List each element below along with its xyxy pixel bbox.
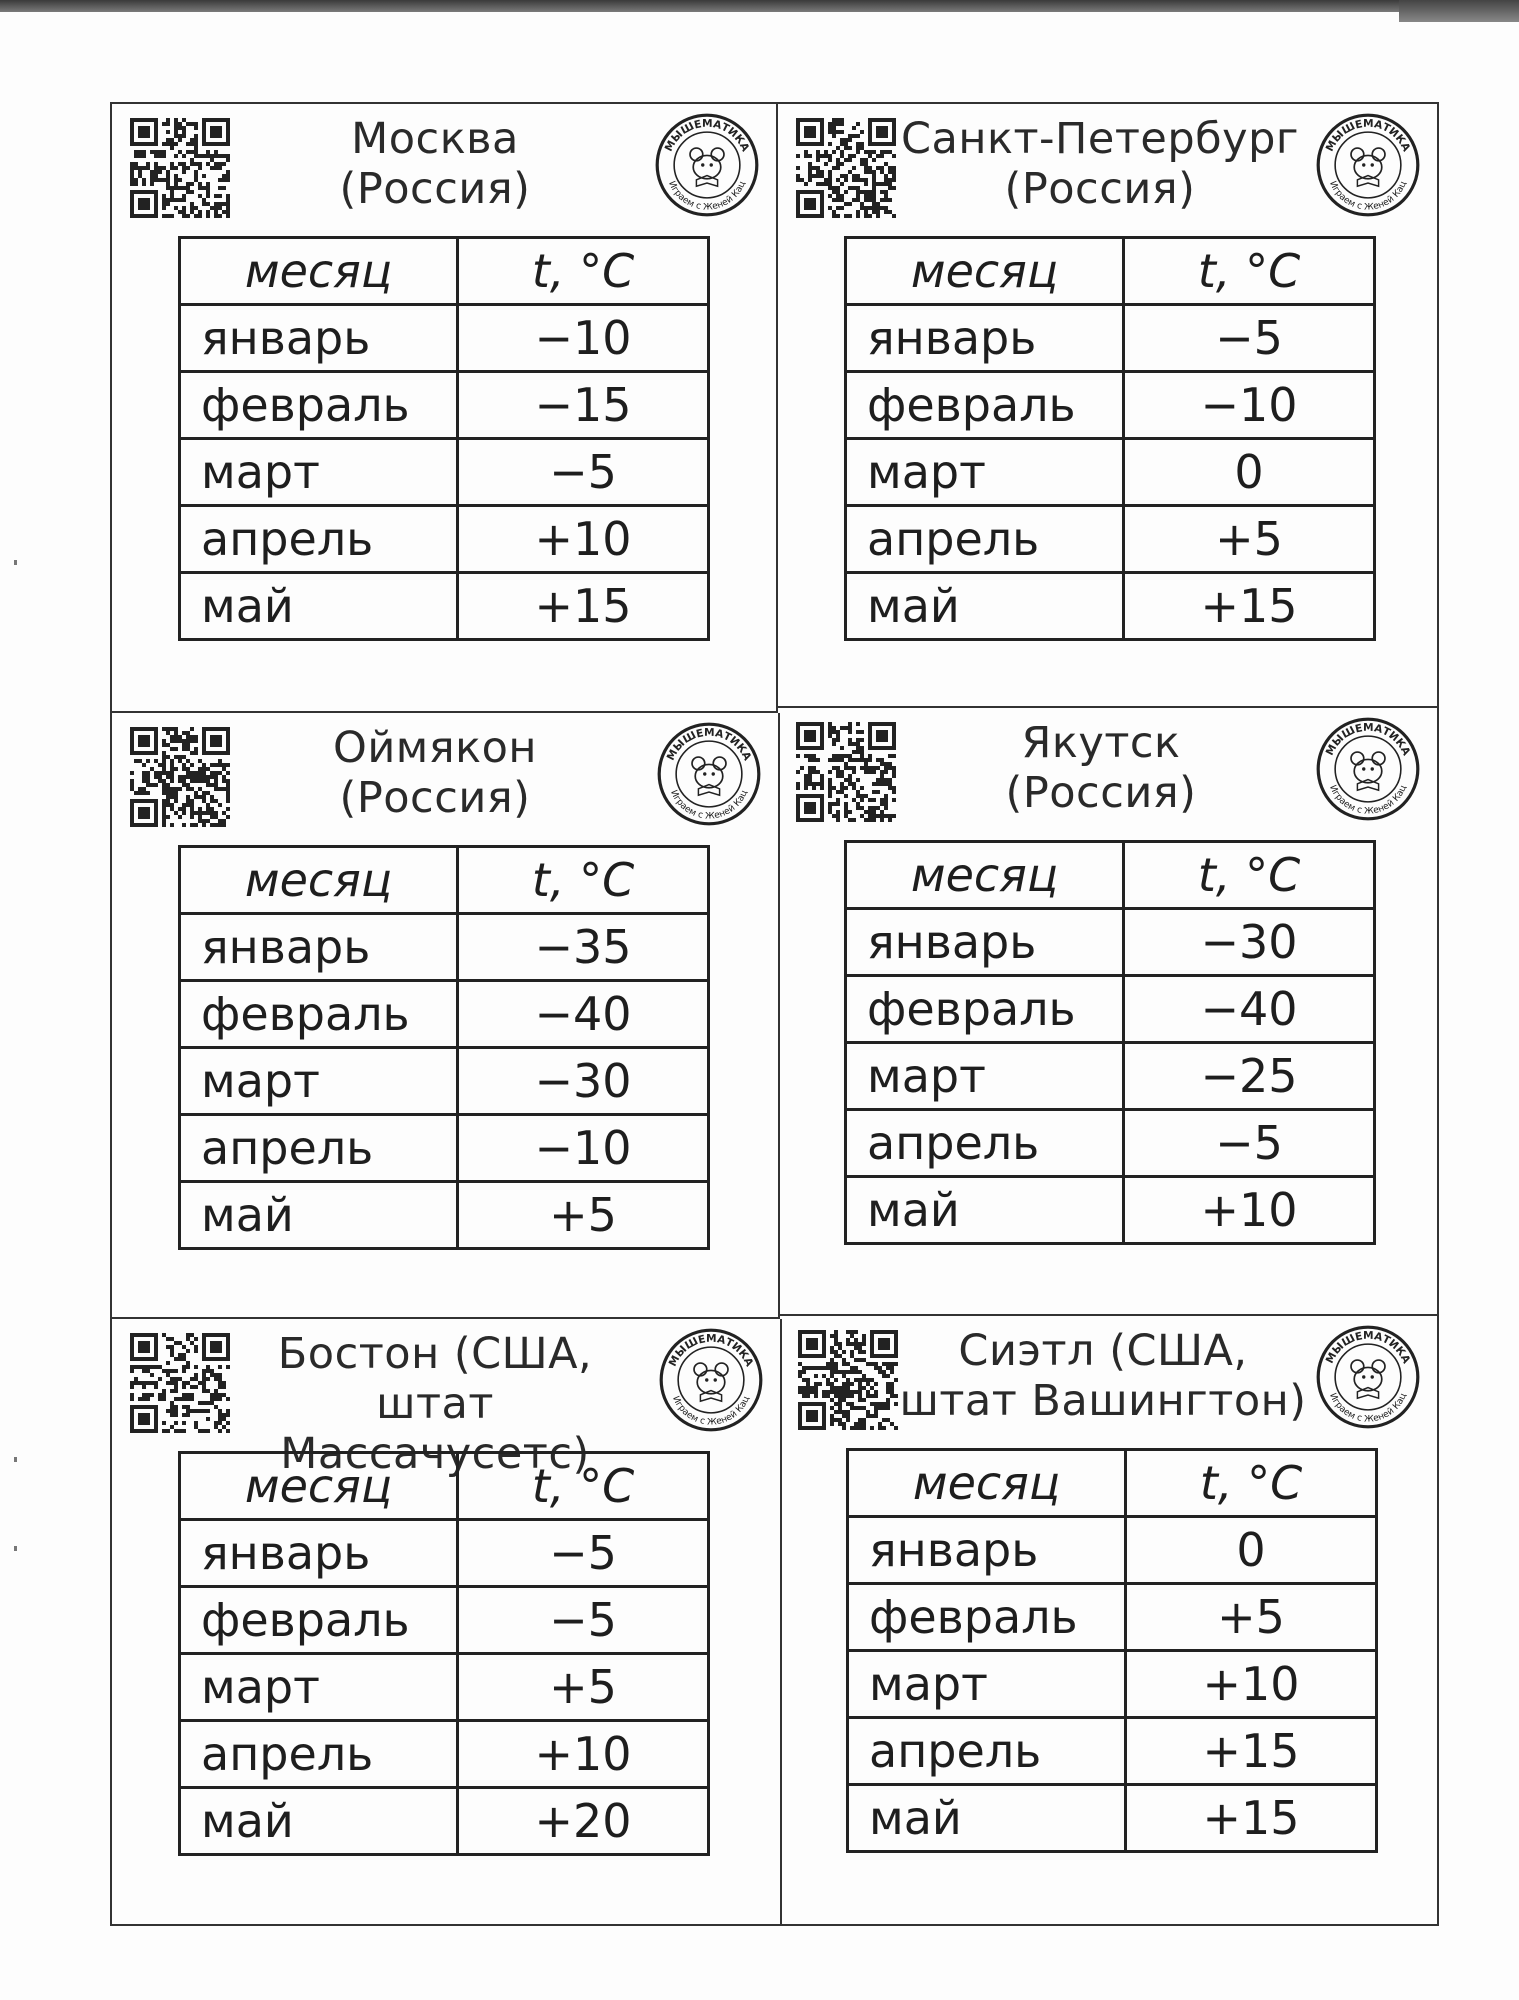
table-header-row	[848, 1450, 1377, 1517]
month-cell: апрель	[846, 1110, 1124, 1177]
table-row	[180, 981, 709, 1048]
month-cell: январь	[848, 1517, 1126, 1584]
city-title	[230, 114, 640, 214]
table-header-row	[180, 847, 709, 914]
table-row	[846, 305, 1375, 372]
temperature-cell: +5	[458, 1182, 709, 1249]
svg-text:МЫШЕМАТИКА: МЫШЕМАТИКА	[664, 726, 754, 763]
svg-text:Играем с Женей Кац: Играем с Женей Кац	[670, 1394, 752, 1428]
temperature-cell: +5	[1126, 1584, 1377, 1651]
scan-mark	[14, 1457, 17, 1462]
qr-code-icon	[130, 727, 230, 827]
temperature-cell: −5	[458, 439, 709, 506]
table-row	[180, 1115, 709, 1182]
city-title	[890, 114, 1310, 214]
month-column-header: месяц	[180, 238, 458, 305]
table-row	[846, 1110, 1375, 1177]
temperature-table	[178, 845, 710, 1250]
month-cell: апрель	[180, 506, 458, 573]
month-cell: май	[180, 1788, 458, 1855]
svg-text:МЫШЕМАТИКА: МЫШЕМАТИКА	[666, 1332, 756, 1369]
table-row	[180, 439, 709, 506]
table-row	[180, 1788, 709, 1855]
temperature-cell: +10	[458, 1721, 709, 1788]
table-row	[848, 1651, 1377, 1718]
temperature-cell: −5	[458, 1520, 709, 1587]
temperature-cell: −40	[1124, 976, 1375, 1043]
temperature-cell: +10	[1126, 1651, 1377, 1718]
month-cell: январь	[846, 909, 1124, 976]
temperature-column-header: t, °C	[458, 238, 709, 305]
myshematika-logo-icon	[658, 1327, 764, 1433]
month-cell: февраль	[846, 372, 1124, 439]
month-cell: январь	[180, 305, 458, 372]
month-cell: май	[848, 1785, 1126, 1852]
table-row	[848, 1785, 1377, 1852]
month-cell: май	[180, 1182, 458, 1249]
temperature-cell: −10	[458, 305, 709, 372]
temperature-cell: 0	[1126, 1517, 1377, 1584]
table-row	[180, 573, 709, 640]
table-row	[180, 914, 709, 981]
month-column-header: месяц	[180, 847, 458, 914]
temperature-column-header: t, °C	[458, 847, 709, 914]
month-cell: май	[180, 573, 458, 640]
month-column-header: месяц	[180, 1453, 458, 1520]
month-cell: апрель	[180, 1115, 458, 1182]
temperature-table	[846, 1448, 1378, 1853]
myshematika-logo-icon	[1315, 1324, 1421, 1430]
city-name: Оймякон	[333, 723, 537, 773]
qr-code-icon	[130, 118, 230, 218]
table-row	[846, 976, 1375, 1043]
svg-text:МЫШЕМАТИКА: МЫШЕМАТИКА	[1323, 721, 1413, 758]
table-row	[846, 439, 1375, 506]
temperature-cell: −10	[458, 1115, 709, 1182]
table-row	[180, 1520, 709, 1587]
table-row	[848, 1718, 1377, 1785]
table-row	[848, 1584, 1377, 1651]
myshematika-logo-icon	[1315, 112, 1421, 218]
month-cell: апрель	[180, 1721, 458, 1788]
city-name: Москва	[351, 114, 519, 164]
city-country: (Россия)	[1004, 164, 1196, 214]
table-row	[180, 1182, 709, 1249]
temperature-cell: +20	[458, 1788, 709, 1855]
city-country: штат Вашингтон)	[899, 1376, 1307, 1426]
card-yakutsk	[778, 708, 1437, 1316]
svg-text:МЫШЕМАТИКА: МЫШЕМАТИКА	[1323, 117, 1413, 154]
table-row	[846, 573, 1375, 640]
card-moscow	[112, 104, 778, 713]
table-row	[180, 305, 709, 372]
scan-top-edge	[0, 0, 1519, 12]
card-saint-petersburg	[778, 104, 1437, 708]
myshematika-logo-icon	[654, 112, 760, 218]
table-row	[846, 909, 1375, 976]
temperature-cell: +15	[1124, 573, 1375, 640]
myshematika-logo-icon	[1315, 716, 1421, 822]
month-cell: май	[846, 1177, 1124, 1244]
qr-code-icon	[796, 118, 896, 218]
month-column-header: месяц	[848, 1450, 1126, 1517]
temperature-cell: 0	[1124, 439, 1375, 506]
table-row	[180, 1048, 709, 1115]
month-cell: апрель	[848, 1718, 1126, 1785]
month-cell: февраль	[180, 1587, 458, 1654]
scan-mark	[14, 560, 17, 565]
month-cell: январь	[846, 305, 1124, 372]
table-row	[180, 506, 709, 573]
temperature-cell: +10	[1124, 1177, 1375, 1244]
temperature-cell: −5	[1124, 305, 1375, 372]
month-cell: январь	[180, 1520, 458, 1587]
temperature-column-header: t, °C	[1124, 238, 1375, 305]
card-oymyakon	[112, 713, 780, 1319]
svg-text:Играем с Женей Кац: Играем с Женей Кац	[668, 788, 750, 822]
table-row	[180, 372, 709, 439]
table-row	[848, 1517, 1377, 1584]
card-boston	[112, 1319, 782, 1924]
temperature-cell: +5	[458, 1654, 709, 1721]
temperature-table	[844, 840, 1376, 1245]
table-row	[846, 506, 1375, 573]
svg-text:Играем с Женей Кац: Играем с Женей Кац	[1327, 179, 1409, 213]
table-header-row	[846, 238, 1375, 305]
temperature-table	[178, 236, 710, 641]
temperature-column-header: t, °C	[458, 1453, 709, 1520]
temperature-cell: −15	[458, 372, 709, 439]
month-cell: май	[846, 573, 1124, 640]
temperature-cell: −25	[1124, 1043, 1375, 1110]
month-cell: апрель	[846, 506, 1124, 573]
temperature-cell: +15	[458, 573, 709, 640]
table-row	[846, 1177, 1375, 1244]
scan-top-corner	[1399, 0, 1519, 22]
month-cell: март	[180, 1048, 458, 1115]
temperature-cell: −5	[458, 1587, 709, 1654]
temperature-table	[844, 236, 1376, 641]
qr-code-icon	[798, 1330, 898, 1430]
month-cell: февраль	[846, 976, 1124, 1043]
table-header-row	[180, 238, 709, 305]
city-title	[230, 723, 640, 823]
card-sheet	[110, 102, 1439, 1926]
temperature-cell: −10	[1124, 372, 1375, 439]
table-row	[180, 1721, 709, 1788]
city-country: (Россия)	[339, 773, 531, 823]
table-row	[180, 1654, 709, 1721]
temperature-column-header: t, °C	[1126, 1450, 1377, 1517]
city-title	[896, 718, 1306, 818]
svg-text:Играем с Женей Кац: Играем с Женей Кац	[666, 179, 748, 213]
month-cell: январь	[180, 914, 458, 981]
temperature-cell: +15	[1126, 1785, 1377, 1852]
month-column-header: месяц	[846, 238, 1124, 305]
myshematika-logo-icon	[656, 721, 762, 827]
month-column-header: месяц	[846, 842, 1124, 909]
table-header-row	[180, 1453, 709, 1520]
temperature-cell: −40	[458, 981, 709, 1048]
temperature-cell: +15	[1126, 1718, 1377, 1785]
city-name: Сиэтл (США,	[958, 1326, 1248, 1376]
month-cell: март	[846, 1043, 1124, 1110]
temperature-cell: +10	[458, 506, 709, 573]
month-cell: февраль	[180, 372, 458, 439]
temperature-table	[178, 1451, 710, 1856]
svg-text:МЫШЕМАТИКА: МЫШЕМАТИКА	[1323, 1329, 1413, 1366]
month-cell: февраль	[848, 1584, 1126, 1651]
month-cell: март	[846, 439, 1124, 506]
temperature-cell: +5	[1124, 506, 1375, 573]
city-name: Якутск	[1021, 718, 1181, 768]
city-name: Санкт-Петербург	[901, 114, 1299, 164]
temperature-cell: −30	[458, 1048, 709, 1115]
city-country: штат Массачусетс)	[280, 1379, 590, 1479]
card-seattle	[780, 1316, 1437, 1924]
city-name: Бостон (США,	[277, 1329, 593, 1379]
table-row	[846, 372, 1375, 439]
temperature-cell: −5	[1124, 1110, 1375, 1177]
qr-code-icon	[796, 722, 896, 822]
table-header-row	[846, 842, 1375, 909]
scan-mark	[14, 1546, 17, 1551]
month-cell: март	[180, 439, 458, 506]
temperature-cell: −35	[458, 914, 709, 981]
svg-text:МЫШЕМАТИКА: МЫШЕМАТИКА	[662, 117, 752, 154]
city-title	[898, 1326, 1308, 1426]
month-cell: март	[848, 1651, 1126, 1718]
temperature-cell: −30	[1124, 909, 1375, 976]
month-cell: февраль	[180, 981, 458, 1048]
table-row	[846, 1043, 1375, 1110]
month-cell: март	[180, 1654, 458, 1721]
city-country: (Россия)	[339, 164, 531, 214]
temperature-column-header: t, °C	[1124, 842, 1375, 909]
svg-text:Играем с Женей Кац: Играем с Женей Кац	[1327, 1391, 1409, 1425]
svg-text:Играем с Женей Кац: Играем с Женей Кац	[1327, 783, 1409, 817]
qr-code-icon	[130, 1333, 230, 1433]
table-row	[180, 1587, 709, 1654]
city-country: (Россия)	[1005, 768, 1197, 818]
